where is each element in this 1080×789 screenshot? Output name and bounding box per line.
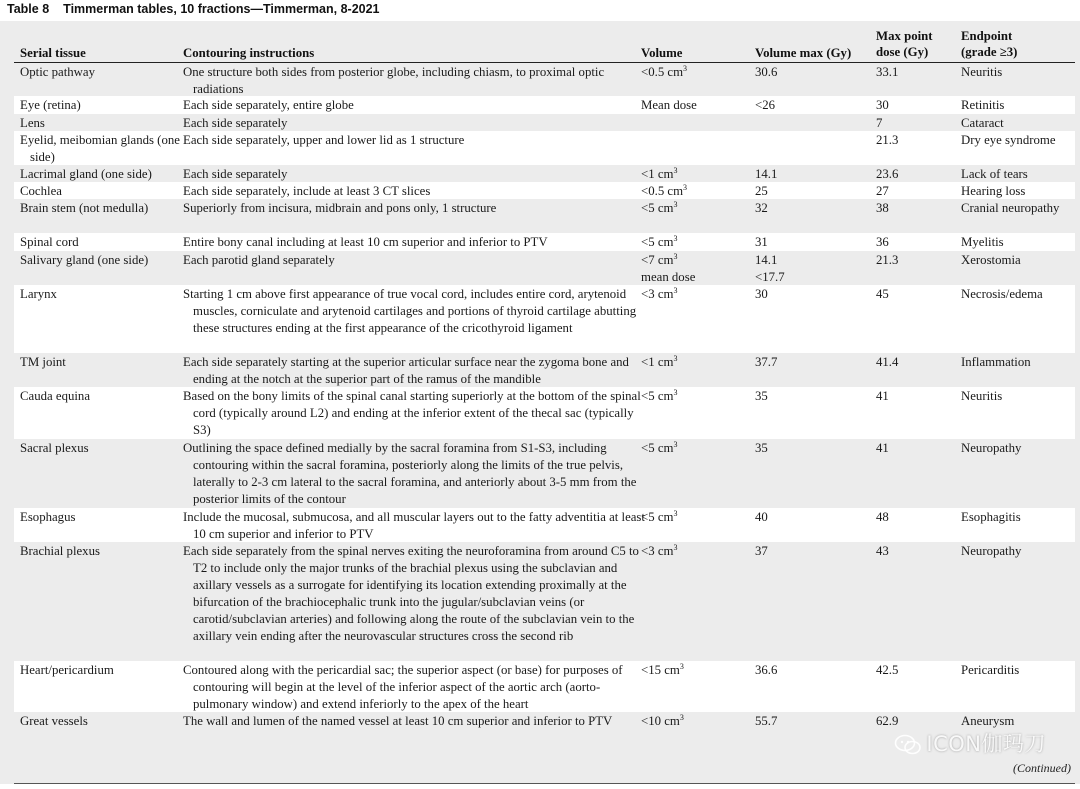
volume-unit-exponent: 3 bbox=[673, 543, 678, 552]
cell-tissue: Brachial plexus bbox=[20, 544, 100, 558]
volume-value: Mean dose bbox=[641, 98, 697, 112]
cell-instructions: Entire bony canal including at least 10 cm superior and inferior to PTV bbox=[183, 235, 548, 249]
cell-instructions: Outlining the space defined medially by the sacral foramina from S1-S3, including contouring within the sacral foramina, posteriorly along the limits of the true pelvis, laterally to 2-3 cm lateral to the sacral foramina, and anteriorly about 3-5 mm from the posterior limits of the contour bbox=[183, 441, 637, 506]
cell-tissue: Heart/pericardium bbox=[20, 663, 114, 677]
volume-unit-exponent: 3 bbox=[673, 252, 678, 261]
header-max-point-line2: dose (Gy) bbox=[876, 45, 929, 59]
cell-max-point-dose: 41 bbox=[876, 441, 889, 455]
volume-unit-exponent: 3 bbox=[673, 234, 678, 243]
volume-max-value: 30 bbox=[755, 287, 768, 301]
table-row bbox=[14, 165, 1075, 182]
table-row bbox=[14, 96, 1075, 114]
cell-max-point-dose: 21.3 bbox=[876, 253, 899, 267]
cell-volume bbox=[641, 662, 751, 679]
cell-max-point-dose: 23.6 bbox=[876, 167, 899, 181]
table-row bbox=[14, 439, 1075, 508]
table-number: Table 8 bbox=[7, 2, 50, 16]
cell-endpoint: Esophagitis bbox=[961, 510, 1021, 524]
cell-tissue: Esophagus bbox=[20, 510, 76, 524]
continued-note: (Continued) bbox=[1013, 761, 1071, 775]
table-row bbox=[14, 114, 1075, 131]
header-endpoint-line1: Endpoint bbox=[961, 29, 1013, 43]
cell-volume-max bbox=[755, 354, 870, 371]
header-max-point bbox=[876, 28, 933, 60]
table-row bbox=[14, 387, 1075, 439]
volume-max-value: 55.7 bbox=[755, 714, 778, 728]
cell-volume bbox=[641, 388, 751, 405]
table-row bbox=[14, 661, 1075, 712]
cell-tissue: Salivary gland (one side) bbox=[20, 253, 149, 267]
table-row bbox=[14, 542, 1075, 661]
header-tissue: Serial tissue bbox=[20, 46, 86, 60]
cell-instructions: Each side separately, include at least 3 CT slices bbox=[183, 184, 431, 198]
cell-max-point-dose: 41.4 bbox=[876, 355, 899, 369]
cell-volume-max bbox=[755, 234, 870, 251]
cell-max-point-dose: 33.1 bbox=[876, 65, 899, 79]
cell-volume-max bbox=[755, 713, 870, 730]
table-row bbox=[14, 63, 1075, 96]
cell-endpoint: Dry eye syndrome bbox=[961, 133, 1056, 147]
volume-value: <15 cm bbox=[641, 663, 680, 677]
volume-unit-exponent: 3 bbox=[683, 64, 688, 73]
cell-max-point-dose: 62.9 bbox=[876, 714, 899, 728]
volume-max-value: 36.6 bbox=[755, 663, 778, 677]
volume-value: <3 cm bbox=[641, 287, 674, 301]
cell-instructions: Superiorly from incisura, midbrain and pons only, 1 structure bbox=[183, 201, 497, 215]
header-volume: Volume bbox=[641, 46, 683, 60]
volume-unit-exponent: 3 bbox=[673, 200, 678, 209]
cell-instructions: Each side separately bbox=[183, 116, 288, 130]
cell-endpoint: Pericarditis bbox=[961, 663, 1020, 677]
cell-max-point-dose: 41 bbox=[876, 389, 889, 403]
cell-volume-max bbox=[755, 252, 870, 286]
volume-value: <5 cm bbox=[641, 389, 674, 403]
volume-max-value: 30.6 bbox=[755, 65, 778, 79]
watermark bbox=[894, 728, 1046, 758]
cell-endpoint: Neuritis bbox=[961, 389, 1003, 403]
cell-max-point-dose: 43 bbox=[876, 544, 889, 558]
cell-tissue: Sacral plexus bbox=[20, 441, 89, 455]
cell-volume bbox=[641, 509, 751, 526]
cell-volume-max bbox=[755, 662, 870, 679]
volume-value: <10 cm bbox=[641, 714, 680, 728]
header-max-point-line1: Max point bbox=[876, 29, 933, 43]
cell-max-point-dose: 30 bbox=[876, 98, 889, 112]
cell-volume-max bbox=[755, 440, 870, 457]
cell-endpoint: Hearing loss bbox=[961, 184, 1026, 198]
cell-volume bbox=[641, 234, 751, 251]
cell-instructions: Each side separately from the spinal nerves exiting the neuroforamina from around C5 to T2 to include only the major trunks of the brachial plexus using the subclavian and axillary vessels as a surrogate for identifying its location extending proximally at the bifurcation of the brachiocephalic trunk into the jugular/subclavian veins (or carotid/subclavian arteries) and following along the route of the subclavian vein to the axillary vein ending after the neurovascular structures cross the second rib bbox=[183, 544, 639, 643]
table-row bbox=[14, 251, 1075, 285]
header-endpoint bbox=[961, 28, 1017, 60]
volume-max-extra: <17.7 bbox=[755, 270, 785, 284]
cell-endpoint: Aneurysm bbox=[961, 714, 1015, 728]
cell-volume bbox=[641, 64, 751, 81]
table-caption bbox=[7, 2, 380, 16]
cell-volume-max bbox=[755, 200, 870, 217]
cell-endpoint: Myelitis bbox=[961, 235, 1004, 249]
cell-volume-max bbox=[755, 388, 870, 405]
volume-unit-exponent: 3 bbox=[683, 183, 688, 192]
cell-endpoint: Neuritis bbox=[961, 65, 1003, 79]
volume-unit-exponent: 3 bbox=[679, 662, 684, 671]
cell-max-point-dose: 45 bbox=[876, 287, 889, 301]
cell-tissue: Spinal cord bbox=[20, 235, 79, 249]
cell-instructions: Each parotid gland separately bbox=[183, 253, 335, 267]
cell-volume bbox=[641, 440, 751, 457]
header-volume-max: Volume max (Gy) bbox=[755, 46, 852, 60]
watermark-text: ICON伽玛刀 bbox=[926, 732, 1046, 756]
cell-max-point-dose: 42.5 bbox=[876, 663, 899, 677]
cell-max-point-dose: 27 bbox=[876, 184, 889, 198]
cell-tissue: Brain stem (not medulla) bbox=[20, 201, 149, 215]
cell-max-point-dose: 36 bbox=[876, 235, 889, 249]
volume-unit-exponent: 3 bbox=[673, 509, 678, 518]
cell-max-point-dose: 7 bbox=[876, 116, 883, 130]
cell-tissue: Eye (retina) bbox=[20, 98, 81, 112]
volume-value: <5 cm bbox=[641, 235, 674, 249]
cell-max-point-dose: 38 bbox=[876, 201, 889, 215]
cell-volume-max bbox=[755, 166, 870, 183]
cell-instructions: One structure both sides from posterior globe, including chiasm, to proximal optic radiations bbox=[183, 65, 605, 96]
cell-tissue: Cochlea bbox=[20, 184, 62, 198]
cell-volume bbox=[641, 286, 751, 303]
cell-endpoint: Neuropathy bbox=[961, 441, 1022, 455]
table-row bbox=[14, 285, 1075, 353]
cell-volume bbox=[641, 354, 751, 371]
volume-value: <5 cm bbox=[641, 201, 674, 215]
cell-volume-max bbox=[755, 183, 870, 200]
volume-unit-exponent: 3 bbox=[679, 713, 684, 722]
data-table bbox=[0, 21, 1080, 784]
volume-value: <5 cm bbox=[641, 441, 674, 455]
cell-tissue: Cauda equina bbox=[20, 389, 91, 403]
volume-value: <1 cm bbox=[641, 355, 674, 369]
cell-instructions: Each side separately starting at the superior articular surface near the zygoma bone and ending at the notch at the superior part of the ramus of the mandible bbox=[183, 355, 629, 386]
table-row bbox=[14, 182, 1075, 199]
cell-tissue: Eyelid, meibomian glands (one side) bbox=[20, 133, 180, 164]
volume-max-value: <26 bbox=[755, 98, 776, 112]
cell-endpoint: Cataract bbox=[961, 116, 1004, 130]
table-row bbox=[14, 199, 1075, 233]
table-row bbox=[14, 131, 1075, 165]
cell-volume bbox=[641, 543, 751, 560]
volume-value: <0.5 cm bbox=[641, 65, 684, 79]
cell-tissue: Lens bbox=[20, 116, 45, 130]
cell-volume-max bbox=[755, 509, 870, 526]
volume-value: <5 cm bbox=[641, 510, 674, 524]
volume-max-value: 35 bbox=[755, 389, 768, 403]
cell-endpoint: Neuropathy bbox=[961, 544, 1022, 558]
cell-tissue: Optic pathway bbox=[20, 65, 95, 79]
volume-unit-exponent: 3 bbox=[673, 440, 678, 449]
volume-max-value: 25 bbox=[755, 184, 768, 198]
volume-unit-exponent: 3 bbox=[673, 286, 678, 295]
table-row bbox=[14, 353, 1075, 387]
volume-value: <7 cm bbox=[641, 253, 674, 267]
cell-instructions: Each side separately, entire globe bbox=[183, 98, 354, 112]
cell-volume-max bbox=[755, 543, 870, 560]
cell-volume bbox=[641, 713, 751, 730]
volume-max-value: 35 bbox=[755, 441, 768, 455]
volume-value: <3 cm bbox=[641, 544, 674, 558]
cell-endpoint: Retinitis bbox=[961, 98, 1005, 112]
cell-max-point-dose: 21.3 bbox=[876, 133, 899, 147]
cell-volume-max bbox=[755, 97, 870, 114]
volume-max-value: 31 bbox=[755, 235, 768, 249]
volume-unit-exponent: 3 bbox=[673, 166, 678, 175]
cell-volume-max bbox=[755, 64, 870, 81]
cell-max-point-dose: 48 bbox=[876, 510, 889, 524]
cell-instructions: Include the mucosal, submucosa, and all muscular layers out to the fatty adventitia at least 10 cm superior and inferior to PTV bbox=[183, 510, 645, 541]
cell-volume bbox=[641, 252, 751, 286]
cell-volume bbox=[641, 200, 751, 217]
volume-max-value: 32 bbox=[755, 201, 768, 215]
volume-value: <0.5 cm bbox=[641, 184, 684, 198]
cell-tissue: Larynx bbox=[20, 287, 57, 301]
volume-max-value: 40 bbox=[755, 510, 768, 524]
cell-endpoint: Inflammation bbox=[961, 355, 1031, 369]
cell-volume bbox=[641, 166, 751, 183]
cell-volume bbox=[641, 183, 751, 200]
cell-instructions: Each side separately, upper and lower lid as 1 structure bbox=[183, 133, 465, 147]
cell-tissue: Great vessels bbox=[20, 714, 88, 728]
table-row bbox=[14, 508, 1075, 542]
header-endpoint-line2: (grade ≥3) bbox=[961, 45, 1018, 59]
cell-instructions: Starting 1 cm above first appearance of true vocal cord, includes entire cord, arytenoid muscles, corniculate and arytenoid cartilages and portions of thyroid cartilage abutting these structures ending at the first appearance of the cricothyroid ligament bbox=[183, 287, 637, 335]
bottom-rule bbox=[14, 783, 1075, 784]
cell-instructions: Contoured along with the pericardial sac; the superior aspect (or base) for purposes of contouring will begin at the level of the inferior aspect of the aortic arch (aorto-pulmonary window) and extend inferiorly to the apex of the heart bbox=[183, 663, 623, 711]
cell-instructions: Based on the bony limits of the spinal canal starting superiorly at the bottom of the spinal cord (typically around L2) and ending at the inferior extent of the thecal sac (typically S3) bbox=[183, 389, 641, 437]
volume-unit-exponent: 3 bbox=[673, 388, 678, 397]
cell-endpoint: Xerostomia bbox=[961, 253, 1021, 267]
cell-endpoint: Lack of tears bbox=[961, 167, 1028, 181]
cell-volume bbox=[641, 97, 751, 114]
cell-tissue: Lacrimal gland (one side) bbox=[20, 167, 152, 181]
header-instructions: Contouring instructions bbox=[183, 46, 315, 60]
cell-volume-max bbox=[755, 286, 870, 303]
volume-max-value: 14.1 bbox=[755, 167, 778, 181]
cell-instructions: Each side separately bbox=[183, 167, 288, 181]
volume-extra: mean dose bbox=[641, 270, 696, 284]
table-row bbox=[14, 233, 1075, 251]
volume-max-value: 37 bbox=[755, 544, 768, 558]
volume-value: <1 cm bbox=[641, 167, 674, 181]
volume-max-value: 37.7 bbox=[755, 355, 778, 369]
cell-tissue: TM joint bbox=[20, 355, 66, 369]
volume-max-value: 14.1 bbox=[755, 253, 778, 267]
volume-unit-exponent: 3 bbox=[673, 354, 678, 363]
cell-endpoint: Cranial neuropathy bbox=[961, 201, 1060, 215]
cell-endpoint: Necrosis/edema bbox=[961, 287, 1043, 301]
table-title: Timmerman tables, 10 fractions—Timmerman, 8-2021 bbox=[63, 2, 380, 16]
wechat-logo-icon bbox=[894, 734, 922, 756]
cell-instructions: The wall and lumen of the named vessel at least 10 cm superior and inferior to PTV bbox=[183, 714, 613, 728]
